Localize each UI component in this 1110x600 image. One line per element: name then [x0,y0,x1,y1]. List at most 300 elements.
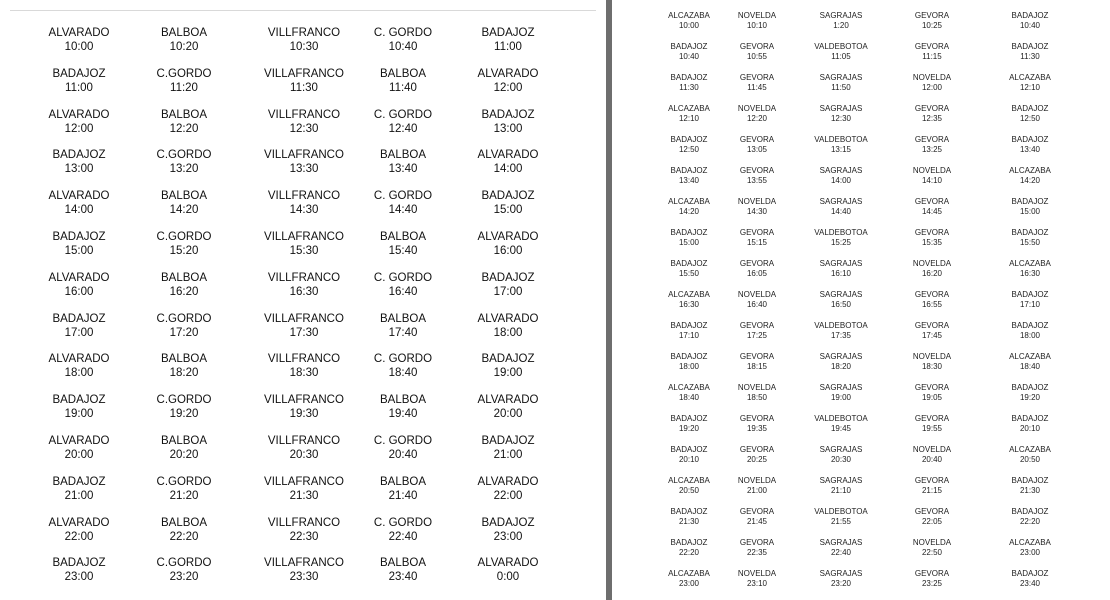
stop-name: BALBOA [160,516,208,529]
schedule-cell [716,290,798,310]
schedule-cell [891,259,973,279]
stop-time: 16:20 [169,285,199,298]
stop-name: SAGRAJAS [819,11,863,20]
schedule-cell [800,569,882,589]
schedule-cell [249,189,359,217]
schedule-cell [891,538,973,558]
stop-time: 12:10 [678,114,700,123]
stop-name: SAGRAJAS [819,104,863,113]
stop-name: ALCAZABA [668,383,710,392]
stop-name: BADAJOZ [1011,42,1049,51]
schedule-cell [800,538,882,558]
stop-name: BADAJOZ [481,353,535,366]
stop-time: 20:50 [678,486,700,495]
stop-name: VILLAFRANCO [264,475,344,488]
stop-name: SAGRAJAS [819,73,863,82]
schedule-cell [891,290,973,310]
schedule-cell [249,271,359,299]
stop-time: 20:00 [493,408,523,421]
stop-name: GEVORA [914,414,950,423]
stop-time: 15:00 [493,204,523,217]
schedule-cell [249,108,359,136]
stop-name: BADAJOZ [670,135,708,144]
stop-name: GEVORA [739,42,775,51]
schedule-cell [24,148,134,176]
stop-name: BADAJOZ [1011,507,1049,516]
stop-name: BALBOA [160,190,208,203]
stop-time: 11:40 [389,81,417,94]
stop-name: GEVORA [914,569,950,578]
stop-name: BADAJOZ [670,507,708,516]
stop-name: BADAJOZ [1011,290,1049,299]
schedule-cell [716,228,798,248]
stop-time: 18:40 [388,367,418,380]
stop-name: GEVORA [914,104,950,113]
schedule-cell [348,67,458,95]
stop-time: 16:50 [830,300,852,309]
schedule-cell [891,321,973,341]
stop-name: BADAJOZ [670,166,708,175]
stop-name: ALVARADO [48,27,110,39]
stop-name: C.GORDO [156,67,212,80]
schedule-cell [453,312,563,340]
stop-time: 20:50 [1019,455,1041,464]
stop-name: BADAJOZ [52,231,106,243]
stop-name: VILLFRANCO [267,435,341,447]
stop-time: 16:05 [746,269,768,278]
stop-name: NOVELDA [912,259,952,268]
stop-time: 20:00 [64,449,94,461]
stop-name: SAGRAJAS [819,352,863,361]
stop-name: ALVARADO [48,516,110,529]
schedule-cell [716,538,798,558]
stop-time: 19:35 [746,424,768,433]
schedule-cell [716,42,798,62]
stop-name: ALVARADO [48,353,110,366]
schedule-cell [24,108,134,136]
stop-time: 18:20 [169,367,199,380]
stop-time: 17:00 [64,326,94,339]
stop-time: 22:20 [169,530,199,543]
stop-time: 21:55 [830,517,852,526]
stop-time: 21:10 [830,486,852,495]
schedule-cell [891,445,973,465]
stop-time: 16:40 [388,285,418,298]
right-schedule-table [612,0,1110,600]
stop-time: 10:00 [64,41,94,53]
schedule-cell [249,67,359,95]
stop-time: 19:55 [921,424,943,433]
stop-name: NOVELDA [737,11,777,20]
stop-time: 19:20 [678,424,700,433]
stop-name: VILLAFRANCO [264,149,344,162]
schedule-cell [24,230,134,258]
stop-time: 10:40 [388,41,418,53]
stop-time: 12:20 [169,122,199,135]
stop-time: 11:45 [747,83,767,92]
schedule-cell [24,516,134,544]
stop-name: BADAJOZ [1011,197,1049,206]
schedule-cell [129,312,239,340]
stop-time: 22:30 [289,530,319,543]
schedule-cell [800,135,882,155]
stop-time: 18:30 [289,367,319,380]
stop-time: 18:20 [830,362,852,371]
stop-name: NOVELDA [912,352,952,361]
schedule-cell [989,197,1071,217]
stop-time: 19:00 [493,367,523,380]
stop-time: 20:10 [678,455,700,464]
stop-time: 14:20 [169,204,199,217]
schedule-cell [249,26,359,54]
stop-name: ALVARADO [477,312,539,325]
stop-name: BADAJOZ [670,42,708,51]
stop-name: VALDEBOTOA [814,42,868,51]
stop-time: 17:45 [921,331,943,340]
stop-time: 10:30 [289,41,319,53]
stop-name: SAGRAJAS [819,476,863,485]
stop-time: 16:55 [921,300,943,309]
stop-name: C. GORDO [373,27,433,39]
stop-time: 11:15 [922,52,942,61]
stop-name: ALCAZABA [1009,538,1051,547]
schedule-cell [800,11,882,31]
stop-name: BADAJOZ [1011,11,1049,20]
stop-time: 22:20 [678,548,700,557]
stop-time: 20:40 [388,449,418,461]
schedule-cell [989,507,1071,527]
stop-time: 17:10 [1019,300,1041,309]
schedule-cell [891,11,973,31]
schedule-cell [891,569,973,589]
stop-time: 11:05 [831,52,851,61]
stop-name: ALCAZABA [1009,445,1051,454]
stop-time: 10:00 [678,21,700,30]
stop-name: ALCAZABA [1009,73,1051,82]
stop-time: 12:40 [388,122,418,135]
stop-time: 16:30 [678,300,700,309]
stop-time: 13:15 [830,145,852,154]
stop-time: 23:40 [1019,579,1041,588]
stop-time: 14:20 [1019,176,1041,185]
stop-time: 16:10 [830,269,852,278]
schedule-cell [348,271,458,299]
schedule-cell [800,352,882,372]
stop-name: BALBOA [379,149,427,162]
stop-time: 18:15 [746,362,768,371]
stop-time: 20:30 [289,449,319,461]
stop-name: NOVELDA [912,166,952,175]
schedule-cell [800,259,882,279]
stop-time: 22:35 [746,548,768,557]
stop-time: 16:00 [64,285,94,298]
stop-time: 19:20 [169,408,199,421]
stop-name: C.GORDO [156,557,212,570]
stop-time: 21:40 [388,489,418,502]
schedule-cell [800,414,882,434]
stop-name: GEVORA [739,445,775,454]
stop-time: 15:00 [64,245,94,257]
stop-time: 18:40 [678,393,700,402]
schedule-cell [453,189,563,217]
schedule-cell [989,414,1071,434]
stop-time: 21:45 [746,517,768,526]
stop-time: 21:30 [289,489,319,502]
stop-name: BADAJOZ [1011,476,1049,485]
stop-time: 14:00 [493,163,523,176]
stop-time: 19:05 [921,393,943,402]
schedule-cell [989,135,1071,155]
stop-name: VILLAFRANCO [264,394,344,407]
schedule-cell [989,569,1071,589]
schedule-cell [716,383,798,403]
stop-time: 11:30 [679,83,699,92]
stop-name: GEVORA [914,290,950,299]
stop-time: 10:40 [1019,21,1041,30]
schedule-cell [716,135,798,155]
stop-time: 14:00 [830,176,852,185]
stop-name: GEVORA [739,259,775,268]
schedule-cell [453,352,563,380]
stop-time: 14:40 [388,204,418,217]
stop-time: 22:40 [830,548,852,557]
schedule-cell [249,230,359,258]
schedule-cell [24,312,134,340]
stop-name: ALCAZABA [668,104,710,113]
stop-name: BADAJOZ [481,271,535,284]
stop-name: ALVARADO [477,149,539,162]
schedule-cell [989,42,1071,62]
schedule-cell [24,475,134,503]
schedule-cell [249,434,359,462]
schedule-cell [453,148,563,176]
stop-time: 14:45 [921,207,943,216]
stop-name: NOVELDA [912,73,952,82]
stop-time: 13:00 [493,122,523,135]
schedule-cell [348,189,458,217]
schedule-cell [129,434,239,462]
schedule-cell [891,383,973,403]
stop-name: SAGRAJAS [819,166,863,175]
stop-time: 19:00 [830,393,852,402]
stop-name: BADAJOZ [481,435,535,447]
stop-time: 22:20 [1019,517,1041,526]
stop-name: VALDEBOTOA [814,507,868,516]
schedule-cell [891,507,973,527]
stop-name: C. GORDO [373,353,433,366]
stop-time: 15:30 [289,245,319,257]
stop-name: VILLAFRANCO [264,312,344,325]
schedule-cell [24,352,134,380]
stop-time: 14:30 [746,207,768,216]
stop-time: 23:25 [921,579,943,588]
stop-time: 12:00 [921,83,943,92]
stop-name: NOVELDA [737,383,777,392]
stop-name: VALDEBOTOA [814,321,868,330]
stop-name: BADAJOZ [52,557,106,570]
stop-name: BADAJOZ [1011,228,1049,237]
schedule-cell [989,104,1071,124]
stop-name: VILLAFRANCO [264,231,344,243]
schedule-cell [989,11,1071,31]
stop-time: 13:30 [289,163,319,176]
schedule-cell [348,26,458,54]
stop-name: ALCAZABA [668,290,710,299]
stop-time: 22:50 [921,548,943,557]
schedule-cell [249,516,359,544]
stop-name: ALCAZABA [668,569,710,578]
schedule-cell [891,166,973,186]
schedule-cell [800,321,882,341]
right-document-page [612,0,1110,600]
stop-time: 23:20 [830,579,852,588]
schedule-cell [453,475,563,503]
schedule-cell [249,312,359,340]
schedule-cell [453,434,563,462]
schedule-cell [891,135,973,155]
stop-name: SAGRAJAS [819,445,863,454]
stop-time: 18:50 [746,393,768,402]
schedule-cell [453,67,563,95]
schedule-cell [716,445,798,465]
stop-time: 18:00 [678,362,700,371]
schedule-cell [453,393,563,421]
stop-name: NOVELDA [912,538,952,547]
schedule-cell [716,476,798,496]
schedule-cell [249,148,359,176]
stop-name: ALCAZABA [668,197,710,206]
stop-time: 20:40 [921,455,943,464]
stop-time: 12:20 [746,114,768,123]
stop-name: VILLFRANCO [267,271,341,284]
stop-name: ALVARADO [477,475,539,488]
schedule-cell [716,166,798,186]
stop-name: GEVORA [739,73,775,82]
stop-name: ALVARADO [48,435,110,447]
schedule-cell [348,475,458,503]
stop-name: C. GORDO [373,271,433,284]
stop-name: ALVARADO [48,108,110,121]
stop-name: BADAJOZ [52,312,106,325]
schedule-cell [129,148,239,176]
stop-name: BALBOA [379,67,427,80]
stop-name: GEVORA [739,166,775,175]
stop-name: ALVARADO [477,394,539,407]
stop-name: BALBOA [160,108,208,121]
stop-time: 12:00 [493,81,523,94]
stop-name: NOVELDA [737,569,777,578]
schedule-cell [891,197,973,217]
stop-time: 15:50 [1019,238,1041,247]
schedule-cell [989,352,1071,372]
stop-name: C. GORDO [373,190,433,203]
stop-time: 15:50 [678,269,700,278]
stop-name: BADAJOZ [481,190,535,203]
stop-name: BADAJOZ [481,27,535,39]
stop-name: BADAJOZ [1011,569,1049,578]
schedule-cell [24,434,134,462]
stop-name: C.GORDO [156,231,212,243]
stop-name: BALBOA [379,231,427,243]
stop-time: 1:20 [833,21,849,30]
stop-time: 21:30 [1019,486,1041,495]
stop-time: 13:55 [746,176,768,185]
stop-name: BALBOA [379,312,427,325]
stop-name: BADAJOZ [1011,321,1049,330]
schedule-cell [800,166,882,186]
schedule-cell [891,414,973,434]
stop-time: 21:15 [921,486,943,495]
schedule-cell [24,189,134,217]
schedule-cell [989,383,1071,403]
stop-time: 15:40 [388,245,418,257]
stop-time: 17:20 [169,326,199,339]
stop-time: 21:00 [64,489,94,502]
stop-time: 23:00 [678,579,700,588]
stop-time: 16:30 [1019,269,1041,278]
stop-time: 17:40 [388,326,418,339]
stop-time: 23:10 [746,579,768,588]
stop-time: 10:40 [678,52,700,61]
stop-time: 11:00 [494,41,522,53]
schedule-cell [24,393,134,421]
stop-name: VALDEBOTOA [814,414,868,423]
stop-name: VILLFRANCO [267,190,341,203]
stop-time: 23:40 [388,571,418,584]
stop-time: 22:40 [388,530,418,543]
schedule-cell [989,476,1071,496]
stop-time: 13:20 [169,163,199,176]
stop-time: 20:30 [830,455,852,464]
stop-time: 19:30 [289,408,319,421]
stop-name: C.GORDO [156,394,212,407]
stop-time: 11:30 [290,81,318,94]
stop-time: 14:20 [678,207,700,216]
stop-name: ALCAZABA [1009,352,1051,361]
schedule-cell [800,290,882,310]
stop-name: GEVORA [739,352,775,361]
stop-time: 0:00 [496,571,520,584]
stop-name: GEVORA [914,476,950,485]
stop-name: GEVORA [739,321,775,330]
schedule-cell [453,26,563,54]
stop-name: C. GORDO [373,516,433,529]
stop-time: 19:40 [388,408,418,421]
stop-time: 20:20 [169,449,199,461]
schedule-cell [800,197,882,217]
stop-time: 17:30 [289,326,319,339]
stop-name: VILLFRANCO [267,27,341,39]
stop-time: 19:00 [64,408,94,421]
stop-time: 13:05 [746,145,768,154]
stop-time: 12:10 [1019,83,1041,92]
stop-name: GEVORA [739,135,775,144]
stop-name: GEVORA [914,135,950,144]
schedule-cell [249,393,359,421]
schedule-cell [24,271,134,299]
stop-name: VILLFRANCO [267,516,341,529]
stop-name: ALCAZABA [1009,259,1051,268]
schedule-cell [989,538,1071,558]
schedule-cell [716,11,798,31]
schedule-cell [348,516,458,544]
stop-name: BALBOA [379,394,427,407]
stop-name: ALVARADO [48,271,110,284]
stop-name: BADAJOZ [52,67,106,80]
schedule-cell [129,26,239,54]
schedule-cell [891,228,973,248]
stop-name: GEVORA [914,197,950,206]
